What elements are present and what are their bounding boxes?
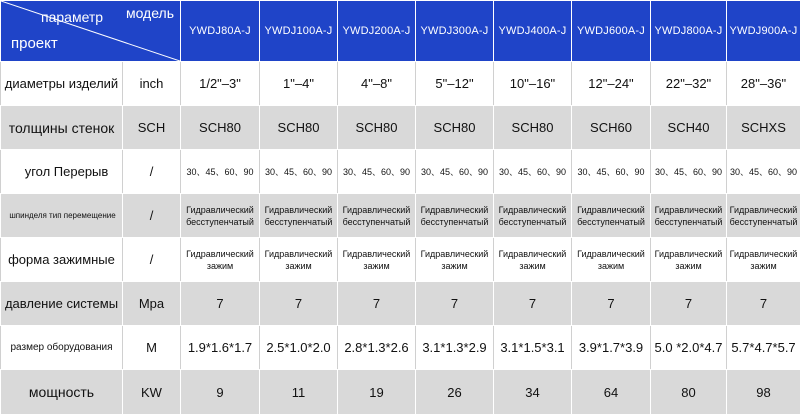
value-cell: Гидравлический зажим [494,238,572,282]
table-row [1,370,800,415]
model-header: YWDJ400A-J [494,1,572,62]
model-header: YWDJ800A-J [651,1,727,62]
value-cell: SCH80 [338,106,416,150]
param-label: угол Перерыв [1,150,123,194]
value-cell: 5.7*4.7*5.7 [727,326,800,370]
header-model-label: модель [126,5,174,21]
value-cell: Гидравлический зажим [651,238,727,282]
model-header: YWDJ100A-J [260,1,338,62]
value-cell: 30、45、60、90 [651,150,727,194]
value-cell: Гидравлический зажим [338,238,416,282]
value-cell: 7 [416,282,494,326]
value-cell: Гидравлический бесступенчатый [416,194,494,238]
table-row [1,238,800,282]
unit-cell: / [123,238,181,282]
value-cell: Гидравлический зажим [416,238,494,282]
value-cell: SCHXS [727,106,800,150]
header-param-label: параметр [41,9,103,25]
table-row [1,326,800,370]
model-header: YWDJ900A-J [727,1,800,62]
value-cell: SCH40 [651,106,727,150]
value-cell: 30、45、60、90 [260,150,338,194]
value-cell: 30、45、60、90 [572,150,651,194]
value-cell: 7 [181,282,260,326]
value-cell: 7 [572,282,651,326]
value-cell: Гидравлический зажим [260,238,338,282]
value-cell: 98 [727,370,800,415]
value-cell: Гидравлический бесступенчатый [651,194,727,238]
value-cell: SCH80 [181,106,260,150]
value-cell: 11 [260,370,338,415]
value-cell: 3.1*1.5*3.1 [494,326,572,370]
value-cell: SCH80 [416,106,494,150]
value-cell: 30、45、60、90 [416,150,494,194]
value-cell: 2.8*1.3*2.6 [338,326,416,370]
table-row [1,62,800,106]
param-label: давление системы [1,282,123,326]
value-cell: 3.9*1.7*3.9 [572,326,651,370]
value-cell: SCH60 [572,106,651,150]
model-header: YWDJ300A-J [416,1,494,62]
value-cell: Гидравлический зажим [572,238,651,282]
value-cell: 7 [651,282,727,326]
param-label: форма зажимные [1,238,123,282]
value-cell: 26 [416,370,494,415]
param-label: мощность [1,370,123,415]
value-cell: 1"–4" [260,62,338,106]
model-header: YWDJ200A-J [338,1,416,62]
value-cell: 30、45、60、90 [338,150,416,194]
value-cell: Гидравлический бесступенчатый [181,194,260,238]
unit-cell: KW [123,370,181,415]
value-cell: 7 [494,282,572,326]
value-cell: Гидравлический зажим [727,238,800,282]
table-row [1,282,800,326]
value-cell: 10"–16" [494,62,572,106]
value-cell: Гидравлический бесступенчатый [494,194,572,238]
unit-cell: SCH [123,106,181,150]
value-cell: Гидравлический бесступенчатый [572,194,651,238]
value-cell: Гидравлический бесступенчатый [260,194,338,238]
value-cell: SCH80 [494,106,572,150]
header-project-label: проект [11,35,58,52]
unit-cell: inch [123,62,181,106]
value-cell: 7 [338,282,416,326]
header-corner-cell [1,1,181,62]
value-cell: 7 [727,282,800,326]
param-label: размер оборудования [1,326,123,370]
unit-cell: / [123,194,181,238]
value-cell: 5"–12" [416,62,494,106]
value-cell: 1/2"–3" [181,62,260,106]
value-cell: 28"–36" [727,62,800,106]
param-label: толщины стенок [1,106,123,150]
model-header: YWDJ80A-J [181,1,260,62]
value-cell: 80 [651,370,727,415]
unit-cell: M [123,326,181,370]
value-cell: 2.5*1.0*2.0 [260,326,338,370]
value-cell: 30、45、60、90 [727,150,800,194]
value-cell: 7 [260,282,338,326]
value-cell: SCH80 [260,106,338,150]
value-cell: 1.9*1.6*1.7 [181,326,260,370]
model-header: YWDJ600A-J [572,1,651,62]
value-cell: Гидравлический зажим [181,238,260,282]
value-cell: Гидравлический бесступенчатый [338,194,416,238]
value-cell: 30、45、60、90 [494,150,572,194]
table-row [1,194,800,238]
value-cell: 64 [572,370,651,415]
value-cell: 30、45、60、90 [181,150,260,194]
value-cell: 9 [181,370,260,415]
value-cell: 12"–24" [572,62,651,106]
table-row [1,106,800,150]
table-row [1,150,800,194]
value-cell: 5.0 *2.0*4.7 [651,326,727,370]
value-cell: 22"–32" [651,62,727,106]
header-row [1,1,800,62]
param-label: шпинделя тип перемещение [1,194,123,238]
value-cell: 19 [338,370,416,415]
value-cell: 3.1*1.3*2.9 [416,326,494,370]
value-cell: Гидравлический бесступенчатый [727,194,800,238]
unit-cell: Mpa [123,282,181,326]
param-label: диаметры изделий [1,62,123,106]
unit-cell: / [123,150,181,194]
value-cell: 4"–8" [338,62,416,106]
value-cell: 34 [494,370,572,415]
